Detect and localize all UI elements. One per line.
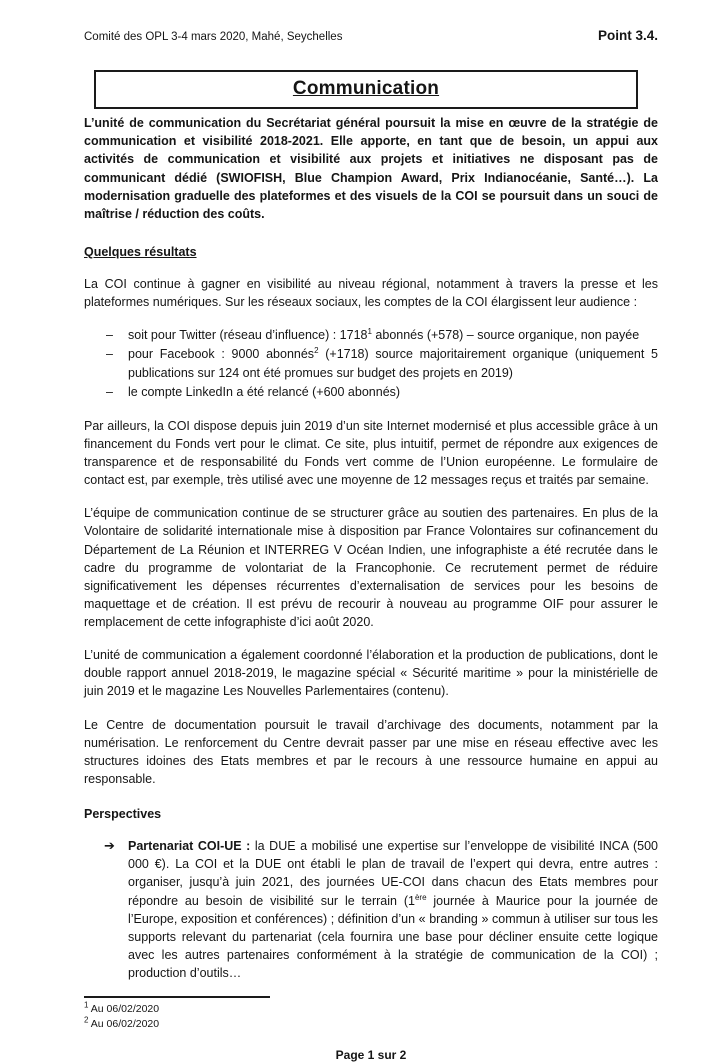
footnote-1: [84, 1002, 658, 1017]
ordinal-superscript: ère: [414, 892, 427, 902]
header-meeting-info: Comité des OPL 3-4 mars 2020, Mahé, Seychelles: [84, 31, 343, 43]
bullet-text-post: (+1718) source majoritairement organique (uniquement 5 publications sur 124 ont été promues sur budget des projets en 2019): [128, 347, 658, 380]
results-paragraph-1: La COI continue à gagner en visibilité au niveau régional, notamment à travers la presse et les plateformes numériques. Sur les réseaux sociaux, les comptes de la COI élargissent leur audience :: [84, 277, 658, 310]
footnote-2: [84, 1017, 658, 1032]
footnotes-block: [84, 1002, 658, 1032]
perspectives-heading: Perspectives: [84, 807, 162, 822]
list-item-text: [128, 345, 658, 381]
list-item-text: [128, 326, 658, 344]
perspectives-item-text: [128, 837, 658, 982]
page-header: [84, 26, 658, 46]
results-paragraph-5: Le Centre de documentation poursuit le travail d’archivage des documents, notamment par la numérisation. Le renforcement du Centre devrait passer par une mise en réseau effective avec les structures idoines des Etats membres et par le recours à une ressource humaine en appui au responsable.: [84, 717, 658, 786]
bullet-text-post: abonnés (+578) – source organique, non payée: [371, 328, 640, 343]
footnote-ref-1: 1: [367, 327, 372, 337]
perspectives-item-lead: Partenariat COI-UE :: [128, 839, 251, 854]
list-item-facebook: [84, 345, 658, 381]
list-item-text: [128, 383, 658, 401]
perspectives-text-2: journée à Maurice pour la journée de l’Europe, exposition et conférences) ; définition d’un « branding » commun à utiliser sur tous les supports relevant du partenariat (cela fournira une base pour décliner ensuite cette logique avec les autres partenaires conformément à la stratégie de communication de la COI) ; production d’outils…: [128, 893, 658, 981]
footnote-marker-2: 2: [84, 1015, 89, 1025]
list-item-linkedin: [84, 383, 658, 401]
footnote-separator: [84, 996, 270, 998]
footnote-marker-1: 1: [84, 1000, 89, 1010]
header-agenda-point: Point 3.4.: [597, 28, 658, 43]
list-item-twitter: [84, 326, 658, 344]
results-heading: Quelques résultats: [84, 244, 197, 259]
footnote-text: Au 06/02/2020: [88, 1003, 160, 1016]
bullet-text-pre: soit pour Twitter (réseau d’influence) : 1718: [128, 328, 368, 343]
dash-bullet-icon: –: [106, 347, 113, 362]
dash-bullet-icon: –: [106, 328, 113, 343]
intro-paragraph: L’unité de communication du Secrétariat général poursuit la mise en œuvre de la stratégie de communication et visibilité 2018-2021. Elle apporte, en tant que de besoin, un appui aux activités de communication et visibilité aux projets et initiatives ne disposant pas de communicant dédié (SWIOFISH, Blue Champion Award, Prix Indianocéanie, Santé…). La modernisation graduelle des plateformes et des visuels de la COI se poursuit dans un souci de maîtrise / réduction des coûts.: [84, 116, 658, 221]
bullet-text-pre: pour Facebook : 9000 abonnés: [128, 347, 315, 362]
bullet-text-pre: le compte LinkedIn a été relancé (+600 abonnés): [128, 384, 401, 399]
results-paragraph-4: L’unité de communication a également coordonné l’élaboration et la production de publications, dont le double rapport annuel 2018-2019, le magazine spécial « Sécurité maritime » pour la ministérielle de juin 2019 et le magazine Les Nouvelles Parlementaires (contenu).: [84, 648, 658, 699]
results-paragraph-3: L’équipe de communication continue de se structurer grâce au soutien des partenaires. En plus de la Volontaire de solidarité internationale mise à disposition par France Volontaires sur cofinancement du Département de La Réunion et INTERREG V Océan Indien, une infographiste a été recrutée dans le cadre du programme de volontariat de la Francophonie. Ce recrutement permet de réduire significativement les dépenses récurrentes d’externalisation de services pour les besoins de maquettage et de création. Il est prévu de recourir à nouveau au programme OIF pour assurer le remplacement de cette infographiste d’ici août 2020.: [84, 506, 658, 630]
dash-bullet-icon: –: [106, 384, 113, 399]
perspectives-item-partenariat: [84, 837, 658, 982]
page-title: Communication: [292, 77, 440, 99]
footnote-ref-2: 2: [314, 346, 319, 356]
perspectives-text-1: la DUE a mobilisé une expertise sur l’enveloppe de visibilité INCA (500 000 €). La COI et la DUE ont établi le plan de travail de l’expert qui devra, entre autres : organiser, jusqu’à juin 2021, des journées UE-COI dans chacun des Etats membres pour répondre au besoin de visibilité sur le terrain (1: [128, 839, 658, 908]
arrow-bullet-icon: ➔: [104, 838, 115, 854]
results-paragraph-2: Par ailleurs, la COI dispose depuis juin 2019 d’un site Internet modernisé et plus accessible grâce à un financement du Fonds vert pour le climat. Ce site, plus intuitif, permet de répondre aux exigences de transparence et de responsabilité du Fonds vert comme de l’Union européenne. Le formulaire de contact est, par exemple, très utilisé avec une moyenne de 12 messages reçus et traités par semaine.: [84, 418, 658, 488]
social-media-bullet-list: [84, 326, 658, 402]
title-box: [94, 70, 638, 110]
footnote-text: Au 06/02/2020: [88, 1018, 160, 1031]
page-number: Page 1 sur 2: [335, 1047, 407, 1062]
